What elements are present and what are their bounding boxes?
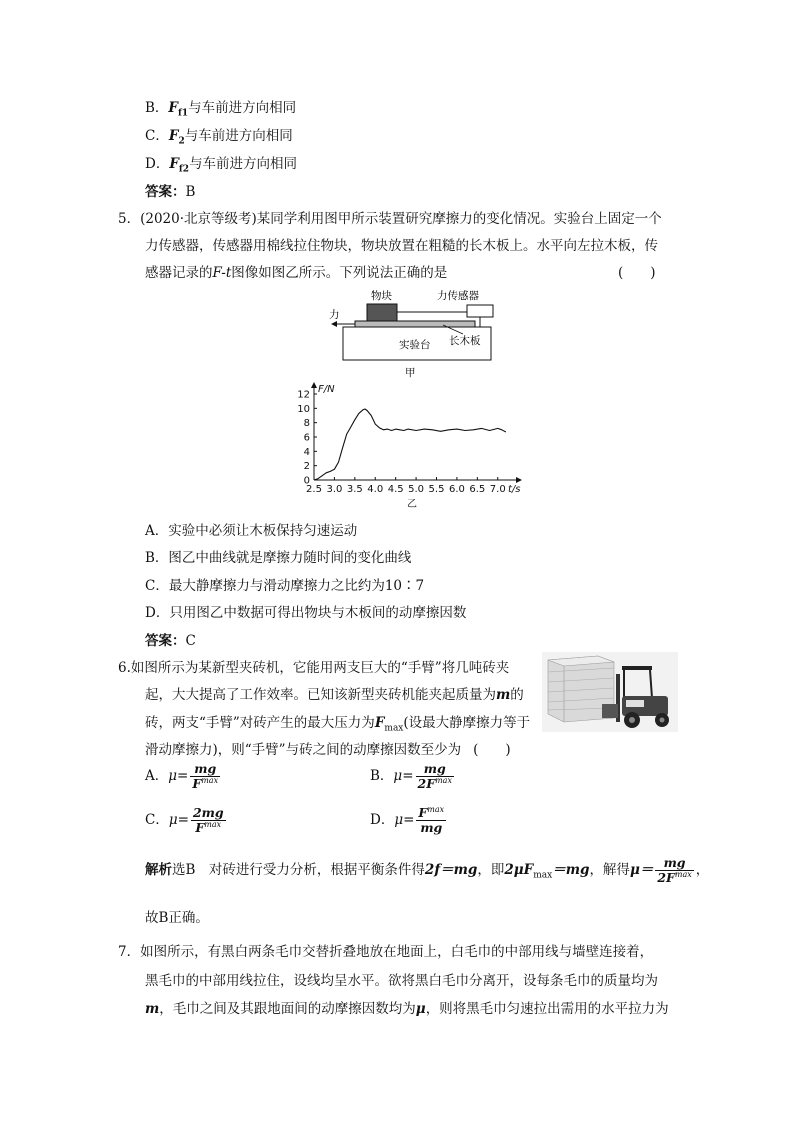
force-label: 力 <box>329 309 340 321</box>
force-arrowhead <box>331 321 337 327</box>
prev-answer: 答案：B <box>145 184 196 200</box>
q6-option-c: C．μ= $\frac{2mg}{F^{max}}$ <box>145 805 224 835</box>
x-tick-label: 4.5 <box>387 484 404 495</box>
sensor-label: 力传感器 <box>437 290 479 302</box>
y-tick-label: 0 <box>303 475 310 487</box>
long-board <box>355 321 475 327</box>
q5-option-a: A．实验中必须让木板保持匀速运动 <box>145 523 358 539</box>
brick-clamp-forklift-image <box>542 652 678 732</box>
y-tick-label: 6 <box>303 432 310 444</box>
x-tick-label: 7.0 <box>489 484 506 495</box>
prev-option-c: C．$F_2$与车前进方向相同 <box>145 128 293 147</box>
q5-option-c: C．最大静摩擦力与滑动摩擦力之比约为10∶7 <box>145 578 425 594</box>
y-tick-label: 10 <box>297 403 310 415</box>
x-tick-label: 2.5 <box>306 484 322 495</box>
x-tick-label: 6.5 <box>469 484 486 495</box>
q5-line3: 感器记录的F-t图像如图乙所示。下列说法正确的是 <box>145 265 448 281</box>
x-axis-label: t/s <box>508 484 521 495</box>
prev-option-b: B．$F_{f1}$与车前进方向相同 <box>145 100 297 119</box>
q5-option-b: B．图乙中曲线就是摩擦力随时间的变化曲线 <box>145 550 412 566</box>
q6-conclusion: 故B正确。 <box>145 910 209 926</box>
x-tick-label: 3.0 <box>326 484 343 495</box>
q5-answer-paren: ( ) <box>618 265 656 281</box>
q6-line2: 起，大大提高了工作效率。已知该新型夹砖机能夹起质量为m的 <box>145 687 524 703</box>
q6-option-d: D．μ= $\frac{F^{max}}{mg}$ <box>370 805 445 835</box>
q6-option-b: B．μ= $\frac{mg}{2F^{max}}$ <box>370 761 452 791</box>
q6-line3: 砖，两支“手臂”对砖产生的最大压力为$F_{max}$(设最大静摩擦力等于 <box>145 715 531 734</box>
q5-answer: 答案：C <box>145 633 196 649</box>
x-tick-label: 4.0 <box>367 484 384 495</box>
q5-chart-ft <box>292 380 542 510</box>
y-axis-label: F/N <box>318 384 335 395</box>
q7-line2: 黑毛巾的中部用线拉住，设线均呈水平。欲将黑白毛巾分离开，设每条毛巾的质量均为 <box>145 973 658 989</box>
y-tick-label: 12 <box>297 389 310 401</box>
q5-line2: 力传感器，传感器用棉线拉住物块，物块放置在粗糙的长木板上。水平向左拉木板，传 <box>145 238 658 254</box>
q6-line4: 滑动摩擦力)，则“手臂”与砖之间的动摩擦因数至少为 ( ) <box>145 742 511 758</box>
q5-option-d: D．只用图乙中数据可得出物块与木板间的动摩擦因数 <box>145 605 467 621</box>
force-sensor <box>467 305 493 317</box>
board-label: 长木板 <box>449 335 481 347</box>
q6-option-a: A．μ= $\frac{mg}{F^{max}}$ <box>145 761 219 791</box>
q5-line1: 5．(2020·北京等级考)某同学利用图甲所示装置研究摩擦力的变化情况。实验台上固定一个 <box>118 211 662 227</box>
y-tick-label: 4 <box>303 446 310 458</box>
x-tick-label: 3.5 <box>346 484 363 495</box>
force-time-curve <box>314 409 506 480</box>
x-tick-label: 6.0 <box>448 484 465 495</box>
q7-line1: 7．如图所示，有黑白两条毛巾交替折叠地放在地面上，白毛巾的中部用线与墙壁连接着， <box>118 944 654 960</box>
y-axis-arrow <box>311 382 317 388</box>
figure-a-caption: 甲 <box>405 367 416 379</box>
x-tick-label: 5.0 <box>408 484 425 495</box>
y-tick-label: 8 <box>303 418 310 430</box>
x-tick-label: 5.5 <box>428 484 445 495</box>
prev-option-d: D．$F_{f2}$与车前进方向相同 <box>145 156 298 175</box>
q7-line3: m，毛巾之间及其跟地面间的动摩擦因数均为μ，则将黑毛巾匀速拉出需用的水平拉力为 <box>145 1001 669 1017</box>
figure-b-caption: 乙 <box>407 499 417 510</box>
x-axis-arrow <box>516 477 522 483</box>
block-label: 物块 <box>371 290 392 302</box>
q5-source: (2020·北京等级考) <box>140 211 257 227</box>
table-label: 实验台 <box>399 339 431 351</box>
q6-line1: 6.如图所示为某新型夹砖机，它能用两支巨大的“手臂”将几吨砖夹 <box>118 660 510 676</box>
y-tick-label: 2 <box>303 461 310 473</box>
q5-figure-apparatus <box>325 288 505 380</box>
block <box>367 304 397 321</box>
q6-analysis: 解析选B 对砖进行受力分析，根据平衡条件得2f＝mg，即$2\mu F_{max}=mg$，解得μ＝ $\frac{mg}{2F^{max}}$ ， <box>145 855 710 885</box>
